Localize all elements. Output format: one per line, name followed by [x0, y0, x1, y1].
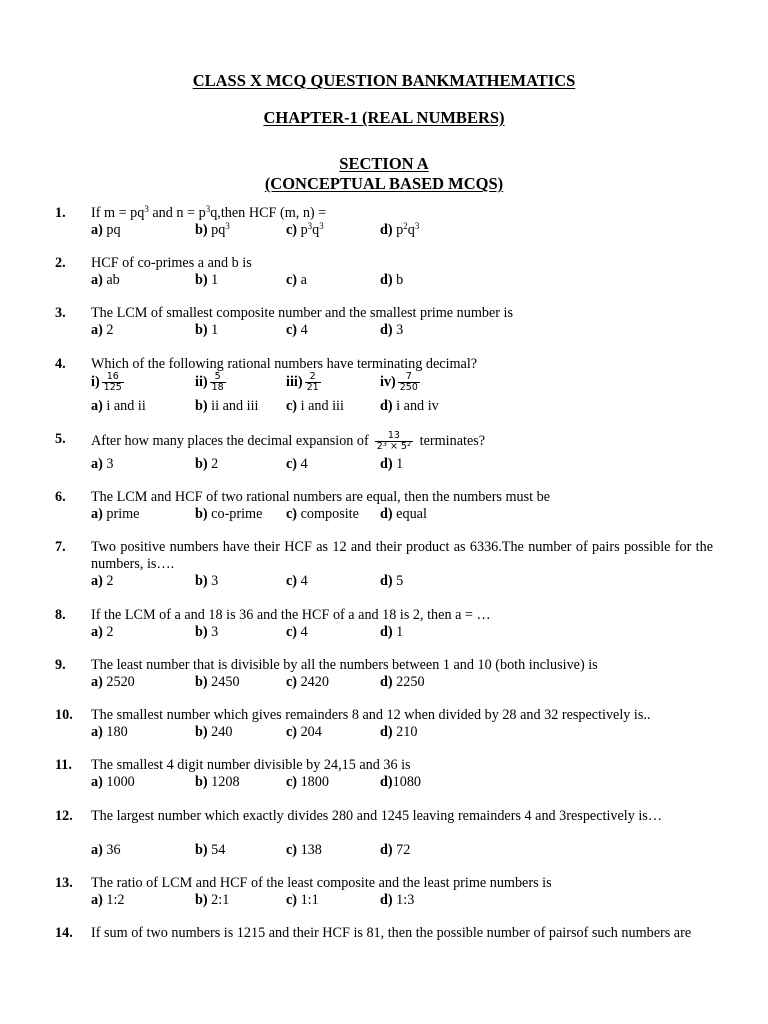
option-text: 1 — [207, 322, 219, 338]
section-title-text: SECTION A — [339, 154, 429, 173]
section-title — [0, 154, 768, 174]
option-text: 1 — [207, 272, 219, 288]
question-text-part: q,then HCF (m, n) = — [210, 205, 327, 221]
answer-option — [91, 272, 120, 289]
answer-option — [286, 322, 308, 339]
question-text: The LCM of smallest composite number and the smallest prime number is — [91, 305, 513, 321]
option-text: a — [297, 272, 307, 288]
answer-option — [91, 573, 113, 590]
choice-label: ii) — [195, 373, 208, 390]
option-label: b) — [195, 892, 208, 908]
choice-label: i) — [91, 373, 100, 390]
option-text: 1:3 — [392, 892, 415, 908]
fraction-choice — [195, 372, 226, 393]
question-number: 13. — [55, 875, 73, 891]
option-label: a) — [91, 322, 103, 338]
question-number: 3. — [55, 305, 66, 321]
option-text: composite — [297, 506, 359, 522]
answer-options — [91, 506, 713, 523]
option-text: ab — [102, 272, 120, 288]
question-text: The ratio of LCM and HCF of the least composite and the least prime numbers is — [91, 875, 552, 891]
option-label: c) — [286, 506, 298, 522]
option-label: c) — [286, 674, 298, 690]
question-number: 10. — [55, 707, 73, 723]
option-label: d) — [380, 892, 393, 908]
answer-option — [286, 624, 308, 641]
option-text: 2 — [207, 456, 219, 472]
option-label: c) — [286, 272, 298, 288]
answer-option — [286, 892, 319, 909]
option-label: c) — [286, 222, 298, 238]
option-text: 240 — [207, 724, 233, 740]
question-text: Which of the following rational numbers have terminating decimal? — [91, 356, 478, 372]
option-text: pq — [102, 222, 121, 238]
answer-option — [286, 724, 322, 741]
fraction — [375, 431, 413, 452]
answer-option — [286, 456, 308, 473]
answer-option — [195, 724, 232, 741]
exponent: 3 — [382, 440, 387, 448]
question-number: 6. — [55, 489, 66, 505]
answer-options — [91, 724, 713, 741]
option-text: 2520 — [102, 674, 135, 690]
answer-option — [195, 892, 229, 909]
question-text: The smallest 4 digit number divisible by 24,15 and 36 is — [91, 757, 411, 773]
question-number: 11. — [55, 757, 72, 773]
option-text: p — [392, 222, 404, 238]
question-number: 9. — [55, 657, 66, 673]
option-text: 2 — [102, 322, 114, 338]
exponent: 3 — [144, 204, 149, 214]
option-text: i and iii — [297, 398, 344, 414]
option-label: c) — [286, 724, 298, 740]
answer-option — [195, 573, 218, 590]
answer-option — [286, 774, 329, 791]
fraction-choice — [286, 372, 321, 393]
answer-option — [286, 398, 344, 415]
option-text: i and ii — [102, 398, 146, 414]
option-label: a) — [91, 774, 103, 790]
option-label: c) — [286, 842, 298, 858]
option-text: b — [392, 272, 404, 288]
question-text: The smallest number which gives remainders 8 and 12 when divided by 28 and 32 respectively is.. — [91, 707, 651, 723]
answer-option — [286, 506, 359, 523]
option-label: d) — [380, 674, 393, 690]
section-subtitle — [0, 174, 768, 194]
question-number: 5. — [55, 431, 66, 447]
answer-options — [91, 272, 713, 289]
option-text: 1208 — [207, 774, 240, 790]
answer-option — [286, 222, 324, 239]
question-text-part: and n = p — [148, 205, 206, 221]
question-text: The least number that is divisible by all the numbers between 1 and 10 (both inclusive) is — [91, 657, 598, 673]
option-text: 3 — [207, 573, 219, 589]
option-label: c) — [286, 624, 298, 640]
exponent: 3 — [205, 204, 211, 214]
answer-option — [286, 842, 322, 859]
answer-option — [286, 272, 307, 289]
option-label: c) — [286, 398, 298, 414]
question-text: If sum of two numbers is 1215 and their HCF is 81, then the possible number of pairsof such numbers are — [91, 925, 692, 941]
option-text: 4 — [297, 322, 308, 338]
document-title — [0, 71, 768, 91]
option-text: co-prime — [207, 506, 263, 522]
option-label: a) — [91, 624, 103, 640]
fraction-denominator — [375, 442, 413, 452]
option-label: a) — [91, 892, 103, 908]
option-text: 1 — [392, 624, 404, 640]
fraction-denominator: 21 — [306, 382, 319, 393]
option-text: 180 — [102, 724, 128, 740]
option-label: b) — [195, 398, 208, 414]
answer-option — [91, 774, 135, 791]
option-text: 4 — [297, 624, 308, 640]
option-text: 1 — [392, 456, 404, 472]
option-label: c) — [286, 774, 298, 790]
option-label: d) — [380, 398, 393, 414]
answer-option — [380, 724, 417, 741]
answer-options — [91, 774, 713, 791]
question-number: 2. — [55, 255, 66, 271]
option-label: b) — [195, 573, 208, 589]
option-label: b) — [195, 842, 208, 858]
exponent: 2 — [403, 221, 408, 231]
question-number: 7. — [55, 539, 66, 555]
option-label: d) — [380, 573, 393, 589]
option-label: d) — [380, 506, 393, 522]
answer-options — [91, 398, 713, 415]
question-text — [91, 431, 713, 452]
option-label: d) — [380, 456, 393, 472]
option-text: 1800 — [297, 774, 329, 790]
fraction — [210, 372, 226, 393]
answer-option — [380, 272, 403, 289]
option-label: b) — [195, 272, 208, 288]
option-label: c) — [286, 573, 298, 589]
option-label: c) — [286, 322, 298, 338]
answer-options — [91, 322, 713, 339]
answer-option — [91, 624, 113, 641]
option-text: p — [297, 222, 308, 238]
answer-options — [91, 624, 713, 641]
option-label: d) — [380, 272, 393, 288]
option-label: b) — [195, 774, 208, 790]
answer-option — [286, 573, 308, 590]
option-label: b) — [195, 506, 208, 522]
option-text: i and iv — [392, 398, 439, 414]
answer-option — [91, 724, 128, 741]
question-number: 1. — [55, 205, 66, 221]
option-text: 138 — [297, 842, 322, 858]
answer-option — [91, 674, 135, 691]
answer-option — [91, 398, 146, 415]
option-label: d) — [380, 222, 393, 238]
answer-options — [91, 674, 713, 691]
option-label: a) — [91, 272, 103, 288]
answer-option — [195, 674, 240, 691]
answer-options — [91, 842, 713, 859]
answer-option — [380, 506, 427, 523]
question-text: The largest number which exactly divides 280 and 1245 leaving remainders 4 and 3respectively is… — [91, 808, 663, 824]
option-label: a) — [91, 842, 103, 858]
answer-option — [380, 322, 403, 339]
answer-option — [91, 842, 121, 859]
question-text-part: If m = pq — [91, 205, 145, 221]
option-label: b) — [195, 456, 208, 472]
fraction-numerator: 2 — [305, 372, 321, 383]
answer-option — [286, 674, 329, 691]
option-text: 2:1 — [207, 892, 230, 908]
option-label: a) — [91, 506, 103, 522]
answer-options — [91, 892, 713, 909]
option-label: b) — [195, 724, 208, 740]
answer-option — [380, 573, 403, 590]
answer-option — [195, 456, 218, 473]
answer-option — [380, 842, 410, 859]
option-text: equal — [392, 506, 427, 522]
option-text: prime — [102, 506, 140, 522]
option-text: 3 — [207, 624, 219, 640]
option-text: 2 — [102, 573, 114, 589]
option-text: 204 — [297, 724, 322, 740]
fraction-numerator: 5 — [210, 372, 226, 383]
option-text: q — [407, 222, 415, 238]
option-label: a) — [91, 724, 103, 740]
option-text: ii and iii — [207, 398, 259, 414]
denominator-part: × 5 — [386, 441, 407, 452]
option-label: d) — [380, 724, 393, 740]
option-text: 4 — [297, 456, 308, 472]
option-label: d) — [380, 774, 393, 790]
exponent: 3 — [319, 221, 324, 231]
exponent: 3 — [225, 221, 230, 231]
question-text-part: terminates? — [416, 432, 486, 449]
answer-option — [91, 456, 113, 473]
question-text: HCF of co-primes a and b is — [91, 255, 252, 271]
option-label: a) — [91, 674, 103, 690]
option-text: 5 — [392, 573, 404, 589]
answer-option — [380, 674, 425, 691]
answer-option — [380, 624, 403, 641]
answer-option — [195, 506, 262, 523]
question-number: 4. — [55, 356, 66, 372]
answer-option — [195, 272, 218, 289]
answer-option — [91, 506, 139, 523]
document-title-text: CLASS X MCQ QUESTION BANKMATHEMATICS — [192, 71, 576, 90]
fraction — [305, 372, 321, 393]
answer-option — [380, 892, 414, 909]
exponent: 3 — [307, 221, 313, 231]
answer-option — [195, 624, 218, 641]
option-text: q — [312, 222, 320, 238]
option-label: c) — [286, 456, 298, 472]
option-label: a) — [91, 222, 103, 238]
option-text: 1:2 — [102, 892, 125, 908]
fraction-choices — [91, 372, 713, 398]
fraction-numerator: 7 — [398, 372, 420, 383]
option-label: b) — [195, 624, 208, 640]
question-number: 12. — [55, 808, 73, 824]
answer-option — [380, 456, 403, 473]
question-text — [91, 205, 713, 222]
option-text: 2450 — [207, 674, 240, 690]
answer-option — [380, 222, 419, 239]
option-text: 1:1 — [297, 892, 319, 908]
option-label: b) — [195, 222, 208, 238]
option-text: 54 — [207, 842, 226, 858]
option-label: d) — [380, 842, 393, 858]
option-text: 2250 — [392, 674, 425, 690]
option-text: 2 — [102, 624, 114, 640]
fraction-numerator: 13 — [375, 431, 413, 442]
option-label: c) — [286, 892, 298, 908]
question-text: If the LCM of a and 18 is 36 and the HCF of a and 18 is 2, then a = … — [91, 607, 491, 623]
option-text: 210 — [392, 724, 418, 740]
answer-option — [380, 774, 421, 791]
option-text: 36 — [102, 842, 121, 858]
option-text: 72 — [392, 842, 411, 858]
option-text: pq — [207, 222, 226, 238]
answer-option — [195, 322, 218, 339]
fraction-denominator: 125 — [103, 382, 122, 393]
answer-option — [195, 398, 258, 415]
answer-option — [380, 398, 439, 415]
option-label: a) — [91, 573, 103, 589]
fraction-choice — [91, 372, 124, 393]
answer-options — [91, 573, 713, 590]
fraction-denominator: 18 — [211, 382, 224, 393]
fraction-numerator: 16 — [102, 372, 124, 383]
question-text: Two positive numbers have their HCF as 12 and their product as 6336.The number of pairs possible for the numbers, is…. — [91, 539, 713, 572]
answer-option — [195, 774, 240, 791]
option-text: 1080 — [392, 774, 421, 790]
answer-option — [91, 222, 121, 239]
fraction — [398, 372, 420, 393]
option-text: 3 — [392, 322, 404, 338]
answer-option — [91, 892, 125, 909]
option-text: 3 — [102, 456, 114, 472]
question-text: The LCM and HCF of two rational numbers are equal, then the numbers must be — [91, 489, 551, 505]
question-text-part: After how many places the decimal expansion of — [91, 432, 369, 449]
option-text: 4 — [297, 573, 308, 589]
choice-label: iii) — [286, 373, 303, 390]
chapter-title — [0, 108, 768, 128]
exponent: 2 — [406, 440, 412, 448]
option-label: d) — [380, 624, 393, 640]
fraction — [102, 372, 124, 393]
denominator-part: 2 — [376, 441, 383, 452]
fraction-choice — [380, 372, 420, 393]
answer-option — [91, 322, 113, 339]
option-label: b) — [195, 674, 208, 690]
section-subtitle-text: (CONCEPTUAL BASED MCQS) — [264, 174, 504, 193]
fraction-denominator: 250 — [399, 382, 418, 393]
option-text: 1000 — [102, 774, 135, 790]
answer-option — [195, 842, 225, 859]
option-text: 2420 — [297, 674, 329, 690]
question-number: 8. — [55, 607, 66, 623]
option-label: d) — [380, 322, 393, 338]
exponent: 3 — [414, 221, 420, 231]
answer-options — [91, 222, 713, 239]
chapter-title-text: CHAPTER-1 (REAL NUMBERS) — [263, 108, 505, 127]
answer-option — [195, 222, 230, 239]
option-label: a) — [91, 456, 103, 472]
option-label: a) — [91, 398, 103, 414]
question-number: 14. — [55, 925, 73, 941]
choice-label: iv) — [380, 373, 396, 390]
option-label: b) — [195, 322, 208, 338]
answer-options — [91, 456, 713, 473]
